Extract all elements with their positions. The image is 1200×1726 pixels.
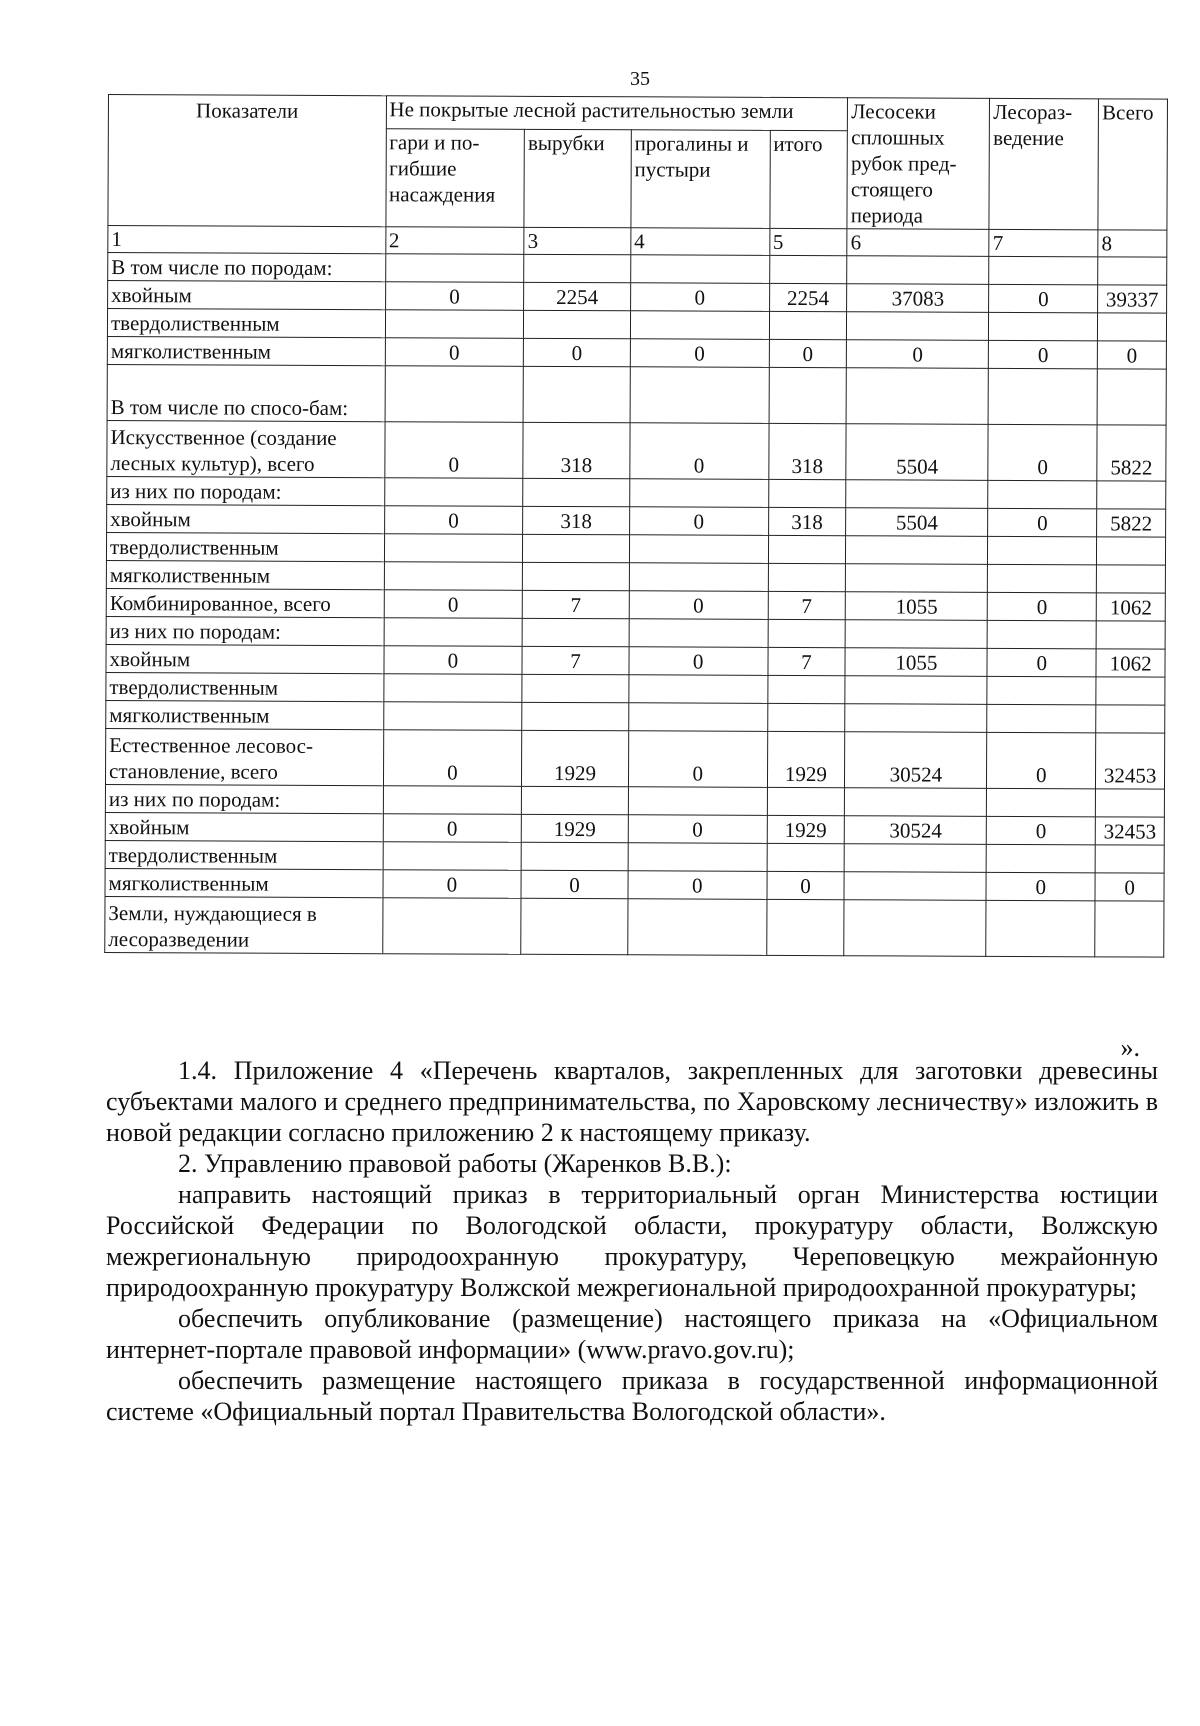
table-cell: 5822 — [1097, 425, 1166, 481]
table-cell — [1095, 901, 1164, 957]
row-label: из них по породам: — [105, 784, 383, 813]
table-cell — [522, 618, 629, 646]
table-cell — [384, 618, 523, 647]
table-cell — [769, 255, 847, 283]
table-cell — [628, 843, 767, 872]
table-body — [105, 253, 1167, 958]
table-cell — [523, 366, 630, 422]
row-label: твердолиственным — [106, 672, 384, 701]
table-cell — [1096, 565, 1165, 593]
table-cell — [383, 786, 522, 815]
row-label: Земли, нуждающиеся в лесоразведении — [105, 896, 383, 953]
table-cell — [987, 620, 1096, 648]
table-cell — [1098, 313, 1167, 341]
table-cell: 7 — [522, 646, 629, 674]
table-cell: 5504 — [846, 424, 988, 481]
table-cell — [524, 254, 631, 282]
column-number: 7 — [989, 229, 1098, 256]
table-cell: 0 — [847, 340, 989, 369]
row-label: хвойным — [106, 644, 384, 673]
table-cell: 2254 — [769, 283, 847, 311]
table-cell — [385, 254, 524, 283]
table-cell — [845, 620, 987, 649]
table-cell: 37083 — [847, 284, 989, 313]
row-label: мягколиственным — [107, 336, 385, 365]
table-cell: 0 — [989, 340, 1098, 368]
table-cell — [1097, 481, 1166, 509]
table-cell — [845, 676, 987, 705]
header-reforestation: Лесораз-ведение — [989, 98, 1098, 229]
table-row — [107, 309, 1166, 342]
table-cell: 0 — [628, 731, 767, 788]
table-cell: 0 — [383, 730, 522, 787]
table-cell — [846, 368, 988, 425]
table-cell — [630, 311, 769, 340]
paragraph-legal-department: 2. Управлению правовой работы (Жаренков В.В.): — [178, 1149, 732, 1178]
row-label: Естественное лесовос-становление, всего — [105, 728, 383, 785]
table-cell: 0 — [987, 732, 1096, 788]
document-body — [106, 1055, 1158, 1427]
header-indicators: Показатели — [108, 95, 386, 227]
row-label: хвойным — [105, 812, 383, 841]
paragraph-send-order: направить настоящий приказ в территориальный орган Министерства юстиции Российской Федерации по Вологодской области, прокуратуру области, Волжскую межрегиональную природоохранную прокуратуру, Череповецкую межрайонную природоохранную прокуратуру Волжской межрегиональной природоохранной прокуратуры; — [106, 1180, 1158, 1302]
table-cell — [767, 787, 845, 815]
table-cell: 0 — [987, 648, 1096, 676]
table-cell — [768, 563, 846, 591]
row-label: из них по породам: — [107, 476, 385, 505]
table-cell: 0 — [384, 590, 523, 619]
row-label: В том числе по породам: — [108, 253, 386, 282]
header-uncovered-lands: Не покрытые лесной растительностью земли — [386, 96, 848, 131]
table-cell — [521, 898, 628, 954]
table-cell — [522, 786, 629, 814]
table-cell — [630, 255, 769, 284]
table-cell — [523, 478, 630, 506]
table-cell — [989, 256, 1098, 284]
paragraph-placement: обеспечить размещение настоящего приказа в государственной информационной системе «Официальный портал Правительства Вологодской области». — [106, 1366, 1158, 1426]
table-row — [106, 672, 1165, 705]
table-cell — [845, 788, 987, 817]
table-cell — [522, 702, 629, 730]
table-cell: 1929 — [521, 814, 628, 842]
table-row — [107, 364, 1166, 425]
table-cell — [846, 564, 988, 593]
column-number: 2 — [385, 227, 524, 255]
table-cell — [384, 562, 523, 591]
table-cell — [385, 366, 524, 423]
table-row — [105, 840, 1164, 873]
table-cell: 318 — [768, 507, 846, 535]
table-cell: 1062 — [1096, 593, 1165, 621]
table-cell — [768, 535, 846, 563]
table-cell — [1098, 257, 1167, 285]
table-cell: 1929 — [522, 730, 629, 786]
table-cell — [1096, 621, 1165, 649]
header-subtotal: итого — [769, 131, 847, 229]
table-cell: 0 — [521, 870, 628, 898]
header-total: Всего — [1098, 99, 1167, 230]
table-cell: 1929 — [767, 731, 845, 787]
forest-fund-table — [104, 94, 1168, 958]
table-cell — [1096, 705, 1165, 733]
row-label: твердолиственным — [105, 840, 383, 869]
header-clearcuts: вырубки — [524, 130, 631, 228]
table-cell — [383, 674, 522, 703]
table-cell — [384, 534, 523, 563]
table-cell — [630, 367, 769, 424]
table-cell — [989, 312, 1098, 340]
table-cell: 30524 — [845, 816, 987, 845]
table-row — [105, 896, 1164, 957]
table-cell: 0 — [987, 816, 1096, 844]
table-cell: 0 — [385, 338, 524, 367]
column-number: 4 — [631, 228, 770, 256]
table-cell — [385, 310, 524, 339]
header-burned: гари и по-гибшие насаждения — [385, 129, 524, 227]
table-cell — [988, 368, 1097, 424]
table-cell: 0 — [629, 591, 768, 620]
table-row — [105, 728, 1164, 789]
table-cell — [384, 478, 523, 507]
table-cell: 1929 — [767, 815, 845, 843]
table-cell — [767, 675, 845, 703]
table-cell: 32453 — [1096, 733, 1165, 789]
table-cell — [628, 787, 767, 816]
table-cell: 318 — [523, 506, 630, 534]
table-row — [106, 700, 1165, 733]
row-label: Искусственное (создание лесных культур), всего — [107, 420, 385, 477]
table-row — [106, 588, 1165, 621]
table-cell: 0 — [989, 284, 1098, 312]
table-cell — [383, 702, 522, 731]
column-number: 8 — [1098, 230, 1167, 257]
table-cell: 7 — [768, 591, 846, 619]
table-row — [106, 560, 1165, 593]
table-cell — [988, 564, 1097, 592]
row-label: твердолиственным — [106, 532, 384, 561]
header-glades: прогалины и пустыри — [631, 130, 770, 228]
column-number: 3 — [524, 227, 631, 254]
table-cell — [768, 619, 846, 647]
paragraph-publication: обеспечить опубликование (размещение) настоящего приказа на «Официальном интернет-портале правовой информации» (www.pravo.gov.ru); — [106, 1304, 1158, 1364]
table-cell: 1062 — [1096, 649, 1165, 677]
page-number: 35 — [630, 68, 650, 90]
table-cell — [522, 674, 629, 702]
row-label: твердолиственным — [107, 309, 385, 338]
table-cell: 0 — [384, 422, 523, 479]
table-cell: 0 — [1095, 873, 1164, 901]
table-cell — [767, 843, 845, 871]
table-cell — [630, 479, 769, 508]
table-container — [104, 94, 1168, 958]
table-cell — [769, 311, 847, 339]
table-cell — [383, 842, 522, 871]
table-cell: 0 — [988, 424, 1097, 480]
table-cell: 0 — [630, 283, 769, 312]
table-cell: 0 — [767, 871, 845, 899]
table-cell — [523, 534, 630, 562]
table-cell — [1096, 789, 1165, 817]
table-cell: 7 — [522, 590, 629, 618]
table-cell — [768, 479, 846, 507]
table-cell: 0 — [630, 339, 769, 368]
row-label: хвойным — [107, 504, 385, 533]
table-cell: 30524 — [845, 732, 987, 789]
table-cell: 0 — [629, 647, 768, 676]
table-cell — [629, 675, 768, 704]
row-label: мягколиственным — [106, 560, 384, 589]
table-cell: 32453 — [1095, 817, 1164, 845]
table-cell — [629, 563, 768, 592]
table-cell: 0 — [629, 507, 768, 536]
table-cell: 0 — [382, 870, 521, 899]
table-cell — [844, 900, 986, 957]
table-cell: 0 — [524, 338, 631, 366]
table-cell — [987, 788, 1096, 816]
column-number: 6 — [847, 229, 989, 257]
table-cell: 7 — [768, 647, 846, 675]
table-cell — [766, 899, 844, 955]
table-cell — [988, 536, 1097, 564]
table-cell — [767, 703, 845, 731]
row-label: из них по породам: — [106, 616, 384, 645]
table-cell — [1095, 845, 1164, 873]
header-cutting-areas: Лесосеки сплошных рубок пред-стоящего периода — [847, 98, 990, 230]
table-cell — [382, 898, 521, 955]
row-label: мягколиственным — [106, 700, 384, 729]
table-cell — [629, 619, 768, 648]
table-cell — [847, 256, 989, 285]
table-cell: 0 — [383, 646, 522, 675]
table-cell: 0 — [383, 814, 522, 843]
table-cell — [987, 704, 1096, 732]
table-cell — [521, 842, 628, 870]
table-cell — [629, 703, 768, 732]
table-cell — [846, 480, 988, 509]
table-cell: 0 — [769, 339, 847, 367]
table-row — [107, 476, 1166, 509]
table-cell: 0 — [986, 872, 1095, 900]
table-cell: 318 — [523, 422, 630, 478]
table-cell: 0 — [628, 815, 767, 844]
table-cell: 2254 — [524, 282, 631, 310]
table-row — [107, 336, 1166, 369]
column-number: 1 — [108, 226, 386, 254]
table-cell: 0 — [385, 282, 524, 311]
table-row — [106, 532, 1165, 565]
table-row — [107, 420, 1166, 481]
table-cell: 1055 — [845, 648, 987, 677]
table-cell — [987, 676, 1096, 704]
table-cell: 0 — [988, 592, 1097, 620]
table-cell: 0 — [630, 423, 769, 480]
row-label: Комбинированное, всего — [106, 588, 384, 617]
table-cell — [986, 900, 1095, 956]
table-cell — [847, 312, 989, 341]
table-cell — [988, 480, 1097, 508]
table-cell — [846, 536, 988, 565]
table-cell — [845, 704, 987, 733]
table-row — [105, 784, 1164, 817]
table-cell: 0 — [384, 506, 523, 535]
table-row — [108, 253, 1167, 286]
table-cell: 0 — [628, 871, 767, 900]
table-cell — [844, 844, 986, 873]
table-cell — [769, 367, 847, 423]
row-label: хвойным — [108, 281, 386, 310]
closing-quote: ». — [1120, 1033, 1140, 1062]
table-cell — [524, 310, 631, 338]
table-cell: 0 — [1097, 341, 1166, 369]
table-cell — [1097, 369, 1166, 425]
table-cell: 1055 — [846, 592, 988, 621]
table-row — [106, 616, 1165, 649]
table-cell — [986, 844, 1095, 872]
paragraph-appendix-4: 1.4. Приложение 4 «Перечень кварталов, закрепленных для заготовки древесины субъектами малого и среднего предпринимательства, по Харовскому лесничеству» изложить в новой редакции согласно приложению 2 к настоящему приказу. — [106, 1056, 1158, 1147]
table-cell — [844, 872, 986, 901]
table-cell: 5504 — [846, 508, 988, 537]
column-number: 5 — [769, 228, 847, 255]
table-cell — [628, 899, 767, 956]
table-row — [105, 868, 1164, 901]
table-cell: 5822 — [1097, 509, 1166, 537]
table-cell: 318 — [768, 423, 846, 479]
row-label: мягколиственным — [105, 868, 383, 897]
row-label: В том числе по спосо-бам: — [107, 364, 385, 421]
table-cell — [1096, 677, 1165, 705]
table-cell — [523, 562, 630, 590]
table-cell: 39337 — [1098, 285, 1167, 313]
table-cell: 0 — [988, 508, 1097, 536]
table-cell — [629, 535, 768, 564]
table-cell — [1097, 537, 1166, 565]
